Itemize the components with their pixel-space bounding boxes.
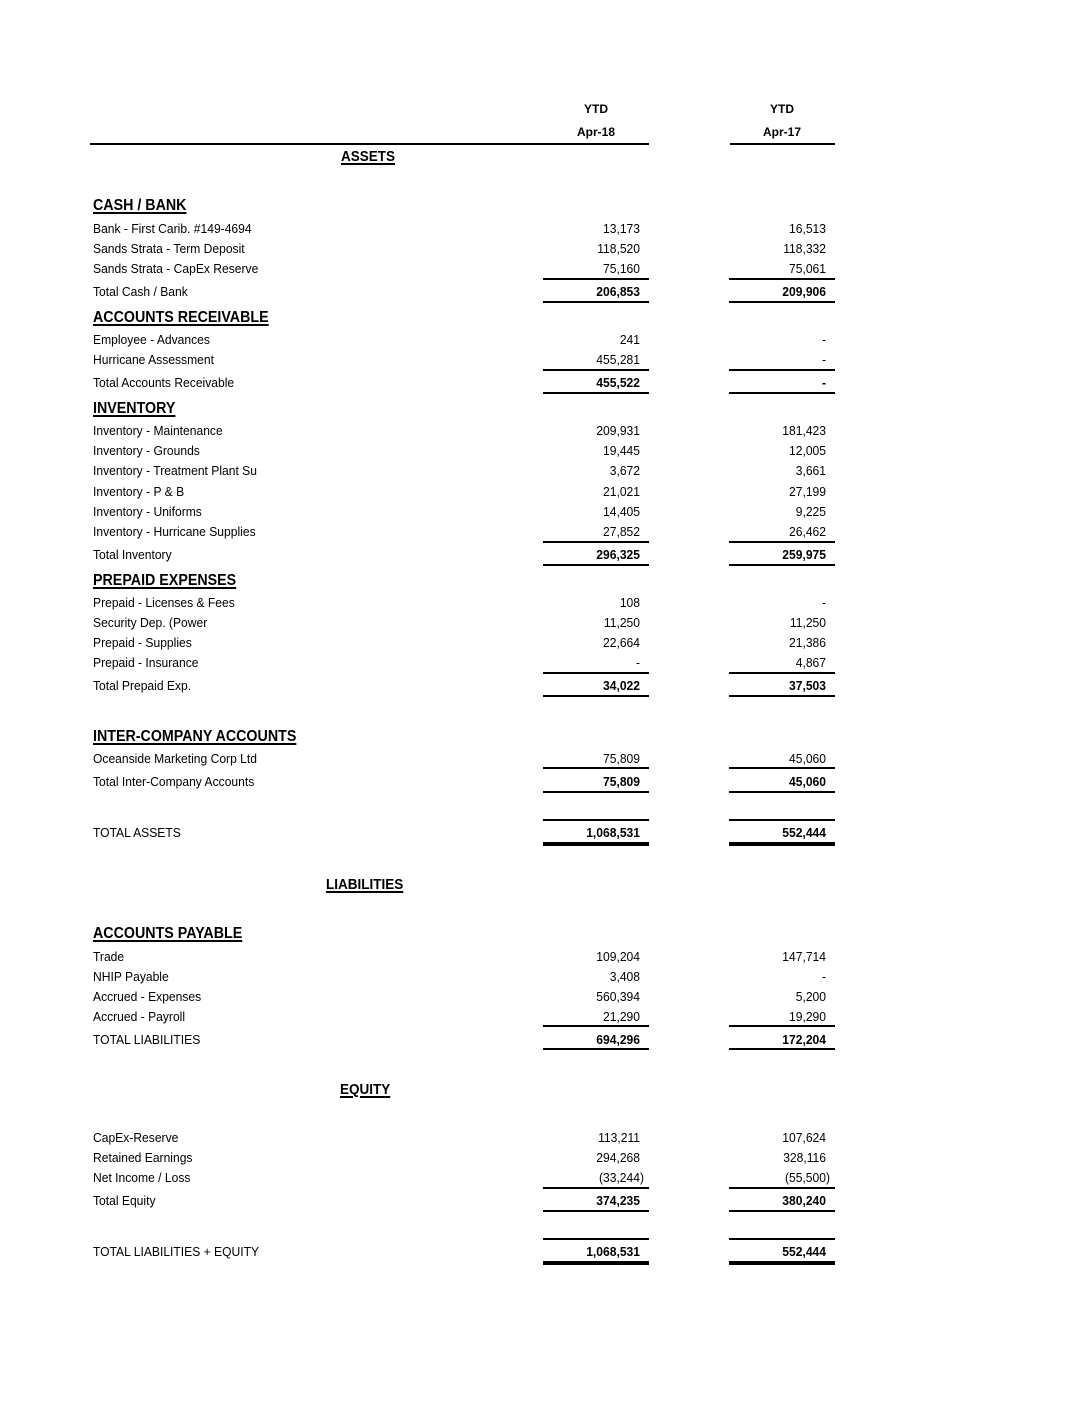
row-label: Accrued - Expenses [93,989,202,1004]
section-title-equity: EQUITY [340,1081,391,1098]
total-label: Total Equity [93,1193,156,1208]
row-value-apr18: 75,809 [603,751,640,766]
row-value-apr17: 181,423 [782,423,826,438]
total-liabilities-equity-apr17: 552,444 [782,1244,826,1259]
subtotal-rule [543,1187,649,1189]
col1-header-period: Apr-18 [576,125,615,139]
row-value-apr18: 3,672 [609,463,640,478]
subtotal-rule [729,672,835,674]
subtotal-rule [729,1187,835,1189]
header-rule-left [90,143,649,145]
row-value-apr18: 13,173 [603,221,640,236]
row-value-apr18: 108 [619,595,640,610]
row-value-apr18: 27,852 [603,524,640,539]
total-value-apr18: 296,325 [596,547,640,562]
total-label: Total Inter-Company Accounts [93,774,255,789]
total-value-apr18: 694,296 [596,1032,640,1047]
total-rule [729,695,835,697]
total-label: Total Inventory [93,547,172,562]
grand-total-double-rule [729,842,835,846]
row-label: Prepaid - Licenses & Fees [93,595,235,610]
total-value-apr17: 172,204 [782,1032,826,1047]
section-title-liabilities: LIABILITIES [326,876,404,893]
row-value-apr18: 22,664 [603,635,640,650]
row-value-apr17: 12,005 [789,443,826,458]
row-value-apr18: (33,244) [598,1170,644,1185]
subtotal-rule [543,767,649,769]
row-label: NHIP Payable [93,969,169,984]
total-rule [543,301,649,303]
grand-total-top-rule [729,1238,835,1240]
grand-total-top-rule [543,819,649,821]
row-value-apr17: (55,500) [784,1170,830,1185]
total-label: TOTAL LIABILITIES [93,1032,201,1047]
row-value-apr17: 16,513 [789,221,826,236]
group-title-inter-company: INTER-COMPANY ACCOUNTS [93,728,297,745]
row-value-apr18: 241 [619,332,640,347]
total-value-apr18: 455,522 [596,375,640,390]
total-liabilities-equity-label: TOTAL LIABILITIES + EQUITY [93,1244,260,1259]
total-value-apr17: 209,906 [782,284,826,299]
row-value-apr18: 75,160 [603,261,640,276]
subtotal-rule [729,541,835,543]
total-rule [543,1210,649,1212]
row-value-apr17: 3,661 [795,463,826,478]
row-label: Net Income / Loss [93,1170,191,1185]
row-label: Employee - Advances [93,332,210,347]
row-value-apr17: - [821,595,826,610]
total-assets-apr18: 1,068,531 [586,825,640,840]
row-value-apr18: 209,931 [596,423,640,438]
row-value-apr17: 26,462 [789,524,826,539]
row-value-apr18: 118,520 [597,241,640,256]
row-value-apr17: 21,386 [789,635,826,650]
total-value-apr18: 374,235 [596,1193,640,1208]
total-rule [729,1048,835,1050]
subtotal-rule [729,1025,835,1027]
grand-total-top-rule [729,819,835,821]
total-liabilities-equity-apr18: 1,068,531 [586,1244,640,1259]
total-rule [543,791,649,793]
row-label: CapEx-Reserve [93,1130,179,1145]
grand-total-double-rule [729,1261,835,1265]
row-value-apr18: 21,021 [603,484,640,499]
row-value-apr18: 560,394 [596,989,640,1004]
subtotal-rule [543,369,649,371]
total-label: Total Accounts Receivable [93,375,235,390]
subtotal-rule [543,278,649,280]
total-rule [729,564,835,566]
total-value-apr18: 206,853 [596,284,640,299]
row-value-apr18: 294,268 [596,1150,640,1165]
total-label: Total Prepaid Exp. [93,678,192,693]
row-label: Hurricane Assessment [93,352,214,367]
subtotal-rule [729,767,835,769]
row-label: Accrued - Payroll [93,1009,186,1024]
row-value-apr18: 109,204 [596,949,640,964]
row-value-apr18: 21,290 [603,1009,640,1024]
row-value-apr17: 11,250 [789,615,826,630]
group-title-inventory: INVENTORY [93,400,176,417]
row-value-apr17: 45,060 [789,751,826,766]
subtotal-rule [729,369,835,371]
row-label: Bank - First Carib. #149-4694 [93,221,252,236]
total-value-apr17: - [821,375,826,390]
total-assets-label: TOTAL ASSETS [93,825,181,840]
row-value-apr17: - [821,969,826,984]
row-label: Security Dep. (Power [93,615,208,630]
row-label: Inventory - P & B [93,484,185,499]
section-title-assets: ASSETS [341,148,396,165]
row-label: Sands Strata - Term Deposit [93,241,245,256]
row-value-apr18: 14,405 [603,504,640,519]
row-value-apr18: - [635,655,640,670]
group-title-cash-bank: CASH / BANK [93,197,187,214]
row-label: Oceanside Marketing Corp Ltd [93,751,257,766]
subtotal-rule [543,1025,649,1027]
subtotal-rule [543,541,649,543]
group-title-accounts-payable: ACCOUNTS PAYABLE [93,925,243,942]
row-label: Inventory - Grounds [93,443,200,458]
row-label: Trade [93,949,125,964]
row-value-apr17: 4,867 [795,655,826,670]
total-rule [543,564,649,566]
row-value-apr18: 19,445 [603,443,640,458]
row-value-apr17: - [821,332,826,347]
row-value-apr17: 107,624 [782,1130,826,1145]
group-title-accounts-receivable: ACCOUNTS RECEIVABLE [93,309,269,326]
total-assets-apr17: 552,444 [782,825,826,840]
row-value-apr17: 9,225 [795,504,826,519]
total-rule [729,1210,835,1212]
col2-header-ytd: YTD [770,102,794,116]
row-value-apr17: 328,116 [783,1150,826,1165]
total-rule [543,392,649,394]
total-rule [543,695,649,697]
row-label: Prepaid - Supplies [93,635,192,650]
row-label: Inventory - Maintenance [93,423,223,438]
group-title-prepaid-expenses: PREPAID EXPENSES [93,572,237,589]
row-label: Inventory - Uniforms [93,504,202,519]
row-value-apr17: 75,061 [789,261,826,276]
total-rule [729,392,835,394]
row-value-apr17: 118,332 [783,241,826,256]
total-value-apr17: 259,975 [782,547,826,562]
row-value-apr17: - [821,352,826,367]
header-rule-right [730,143,835,145]
row-value-apr17: 19,290 [789,1009,826,1024]
subtotal-rule [729,278,835,280]
total-value-apr17: 45,060 [789,774,826,789]
total-value-apr18: 75,809 [603,774,640,789]
row-label: Inventory - Hurricane Supplies [93,524,256,539]
grand-total-double-rule [543,1261,649,1265]
row-value-apr17: 147,714 [782,949,826,964]
row-label: Inventory - Treatment Plant Su [93,463,257,478]
grand-total-double-rule [543,842,649,846]
row-value-apr17: 5,200 [795,989,826,1004]
total-rule [543,1048,649,1050]
row-value-apr17: 27,199 [789,484,826,499]
total-value-apr17: 37,503 [789,678,826,693]
row-value-apr18: 3,408 [609,969,640,984]
total-value-apr18: 34,022 [603,678,640,693]
total-label: Total Cash / Bank [93,284,188,299]
total-rule [729,791,835,793]
row-label: Prepaid - Insurance [93,655,199,670]
total-value-apr17: 380,240 [782,1193,826,1208]
row-value-apr18: 11,250 [603,615,640,630]
grand-total-top-rule [543,1238,649,1240]
total-rule [729,301,835,303]
row-value-apr18: 113,211 [598,1130,640,1145]
col2-header-period: Apr-17 [762,125,801,139]
row-label: Sands Strata - CapEx Reserve [93,261,259,276]
row-label: Retained Earnings [93,1150,193,1165]
row-value-apr18: 455,281 [596,352,640,367]
col1-header-ytd: YTD [584,102,608,116]
subtotal-rule [543,672,649,674]
